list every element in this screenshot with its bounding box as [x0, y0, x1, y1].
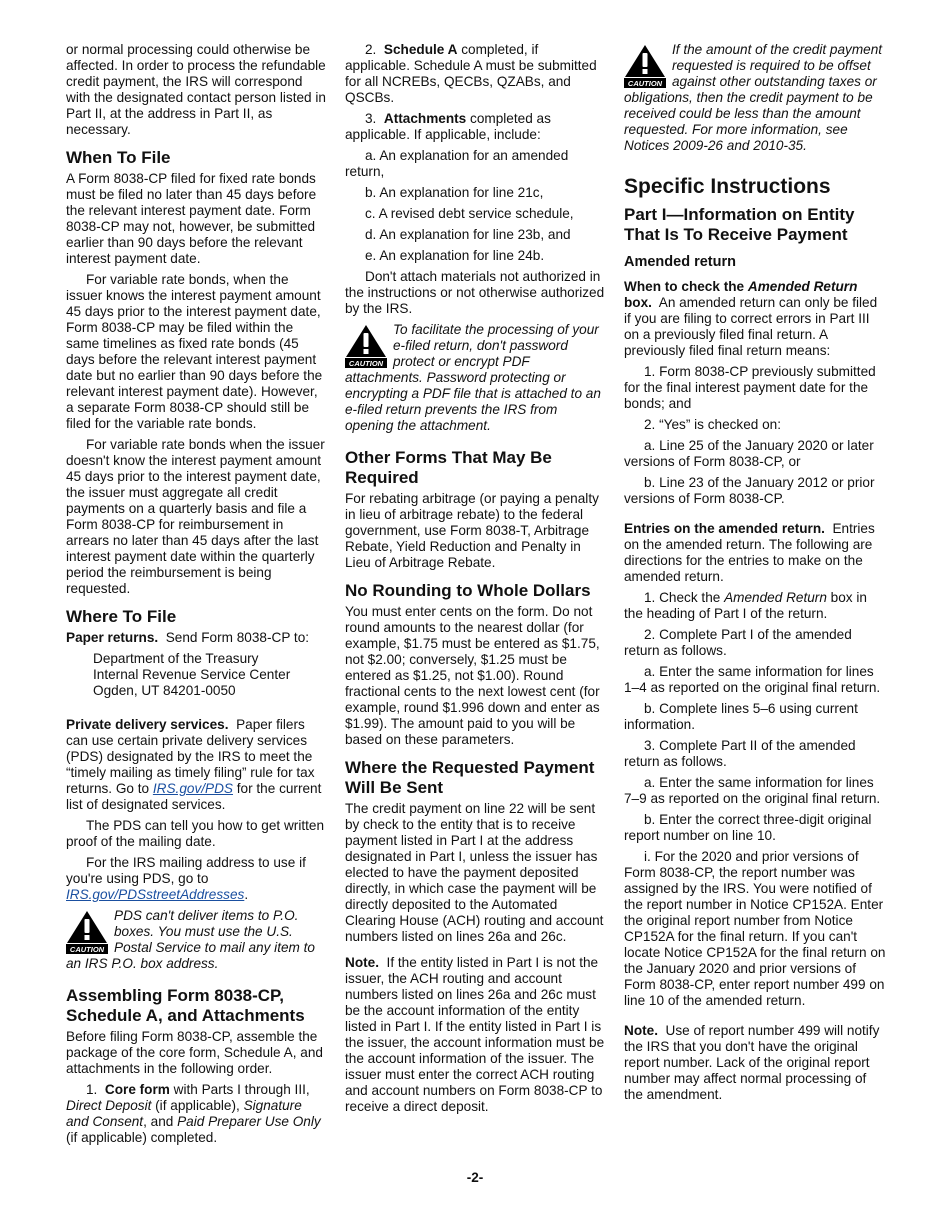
where-sent-heading: Where the Requested Payment Will Be Sent: [345, 758, 595, 797]
list-item: a. Enter the same information for lines 1–4 as reported on the original final return.: [624, 664, 881, 695]
paper-returns-paragraph: [66, 630, 328, 646]
column-3: [624, 42, 886, 1108]
when-to-file-heading: When To File: [66, 148, 171, 167]
item-text: completed, if applicable. Schedule A must be submitted for all NCREBs, QECBs, QZABs, and QSCBs.: [345, 42, 597, 105]
item-bold: Attachments: [383, 111, 467, 126]
list-item: a. Line 25 of the January 2020 or later versions of Form 8038-CP, or: [624, 438, 874, 469]
list-item: a. Enter the same information for lines 7–9 as reported on the original final return.: [624, 775, 881, 806]
list-item: a. An explanation for an amended return,: [345, 148, 569, 179]
caution-icon: [345, 324, 387, 368]
assembling-item-1: [66, 1082, 328, 1146]
caution-note-offset: [624, 42, 886, 154]
pds-text-end: for the current list of designated services.: [66, 781, 322, 812]
caution-note-pdf: [345, 322, 607, 434]
list-item: 2. “Yes” is checked on:: [644, 417, 782, 432]
address-line: Department of the Treasury: [93, 651, 259, 666]
list-text: 1. Check the: [644, 590, 721, 605]
other-forms-paragraph: For rebating arbitrage (or paying a penalty in lieu of arbitrage rebate) to the federal government, use Form 8038-T, Arbitrage Rebate, Yield Reduction and Penalty in Lieu of Arbitrage Rebate.: [345, 491, 599, 570]
list-item: b. Line 23 of the January 2012 or prior versions of Form 8038-CP.: [624, 475, 875, 506]
pds-p3-end: .: [244, 887, 249, 902]
entries-label: Entries on the amended return.: [624, 521, 825, 536]
no-rounding-paragraph: You must enter cents on the form. Do not round amounts to the nearest dollar (for example, $1.75 must be entered as $1.75, not $2.00; conversely, $1.25 must be entered as $1.25, not $1.00). Round fractional cents to the next lowest cent (for example, round $1.996 down and enter as $1.99). The amount paid to you will be based on these parameters.: [345, 604, 600, 747]
list-item: 3. Complete Part II of the amended return as follows.: [624, 738, 856, 769]
item-number: 2.: [365, 42, 377, 57]
assembling-item-2: [345, 42, 607, 106]
intro-paragraph: or normal processing could otherwise be affected. In order to process the refundable credit payment, the IRS will correspond with the designated contact person listed in Part II, at the address in Part II, as necessary.: [66, 42, 326, 137]
list-item: b. Enter the correct three-digit original report number on line 10.: [624, 812, 872, 843]
caution-text: To facilitate the processing of your e-filed return, don't password protect or encrypt PDF attachments. Password protecting or encrypting a PDF file that is attached to an e-filed return prevents the IRS from opening the attachment.: [345, 322, 601, 433]
note-label: Note.: [624, 1023, 658, 1038]
assembling-p1: Before filing Form 8038-CP, assemble the package of the core form, Schedule A, and attachments in the following order.: [66, 1029, 323, 1076]
note-label: Note.: [345, 955, 379, 970]
note-text: If the entity listed in Part I is not the issuer, the ACH routing and account numbers listed on lines 26a and 26c must be the account information of the entity listed in Part I. If the entity listed in Part I is the issuer, the account information must be the account information of the issuer. The issuer must enter the correct ACH routing and account numbers on Form 8038-CP to receive a direct deposit.: [345, 955, 605, 1114]
entries-paragraph: [624, 521, 886, 585]
when-check-label-end: box.: [624, 295, 652, 310]
when-to-file-p3: For variable rate bonds when the issuer doesn't know the interest payment amount 45 days prior to the interest payment date, the issuer must aggregate all credit payments on a quarterly basis and file a Form 8038-CP for reimbursement in arrears no later than 45 days after the last interest payment date within the quarterly period the reimbursement is being requested.: [66, 437, 325, 596]
column-1: [66, 42, 328, 1151]
list-item: [624, 590, 886, 622]
when-check-label-italic: Amended Return: [747, 279, 858, 294]
pds-p3-text: For the IRS mailing address to use if you're using PDS, go to: [66, 855, 306, 886]
dont-attach-paragraph: Don't attach materials not authorized in the instructions or not otherwise authorized by the IRS.: [345, 269, 605, 316]
irs-mailing-address: [93, 651, 328, 699]
note-text: Use of report number 499 will notify the IRS that you don't have the original report number. Lack of the original report number may affect normal processing of the amendment.: [624, 1023, 880, 1102]
list-item: c. A revised debt service schedule,: [365, 206, 574, 221]
column-2: [345, 42, 607, 1120]
when-to-file-p2: For variable rate bonds, when the issuer knows the interest payment amount 45 days prior to the interest payment date, Form 8038-CP may be filed within the same timelines as fixed rate bonds (45 days before the relevant interest payment date but no earlier than 90 days before the relevant interest payment date). However, a separate Form 8038-CP should still be filed for the variable rate bonds.: [66, 272, 323, 431]
other-forms-heading: Other Forms That May Be Required: [345, 448, 552, 487]
caution-icon: [66, 910, 108, 954]
item-text: , and: [143, 1114, 174, 1129]
list-text: box in the heading of Part I of the return.: [624, 590, 867, 621]
when-check-label: When to check the: [624, 279, 745, 294]
caution-text: PDS can't deliver items to P.O. boxes. You must use the U.S. Postal Service to mail any item to an IRS P.O. box address.: [66, 908, 315, 971]
paper-returns-label: Paper returns.: [66, 630, 159, 645]
caution-label: CAUTION: [627, 79, 663, 88]
assembling-item-3: [345, 111, 607, 143]
where-to-file-heading: Where To File: [66, 607, 177, 626]
pds-p3: [66, 855, 328, 903]
irs-pds-link[interactable]: IRS.gov/PDS: [152, 781, 233, 796]
address-line: Ogden, UT 84201-0050: [93, 683, 236, 698]
caution-text: If the amount of the credit payment requested is required to be offset against other outstanding taxes or obligations, then the credit payment to be received could be less than the amount requested. For more information, see Notices 2009-26 and 2010-35.: [624, 42, 883, 153]
item-text: (if applicable),: [155, 1098, 240, 1113]
list-item: d. An explanation for line 23b, and: [365, 227, 571, 242]
pds-p2: The PDS can tell you how to get written proof of the mailing date.: [66, 818, 325, 849]
caution-note-pds: [66, 908, 328, 972]
entries-text: Entries on the amended return. The following are directions for the entries to make on the amended return.: [624, 521, 875, 584]
irs-pds-street-addresses-link[interactable]: IRS.gov/PDSstreetAddresses: [66, 887, 245, 902]
specific-instructions-heading: Specific Instructions: [624, 175, 831, 198]
note-paragraph: [345, 955, 607, 1115]
item-text: (if applicable) completed.: [66, 1130, 218, 1145]
list-item: 2. Complete Part I of the amended return as follows.: [624, 627, 852, 658]
pds-text: Paper filers can use certain private delivery services (PDS) designated by the IRS to meet the “timely mailing as timely filing” rule for tax returns. Go to: [66, 717, 315, 796]
list-item: 1. Form 8038-CP previously submitted for the final interest payment date for the bonds; and: [624, 364, 876, 411]
amended-return-heading: Amended return: [624, 254, 736, 270]
where-sent-paragraph: The credit payment on line 22 will be sent by check to the entity that is to receive payment listed in Part I at the address designated in Part I, unless the issuer has elected to have the payment deposited directly, in which case the payment will be directly deposited to the Automated Clearing House (ACH) routing and account numbers listed on lines 26a and 26c.: [345, 801, 604, 944]
list-item: b. An explanation for line 21c,: [365, 185, 544, 200]
item-text: with Parts I through III,: [173, 1082, 310, 1097]
list-item: e. An explanation for line 24b.: [365, 248, 545, 263]
item-number: 1.: [86, 1082, 98, 1097]
caution-icon: [624, 44, 666, 88]
list-item: i. For the 2020 and prior versions of Form 8038-CP, the report number was assigned by the IRS. You were notified of the report number in Notice CP152A. Enter the original report number from Notice CP152A for the final return. If you can't locate Notice CP152A for the final return on the January 2020 and prior versions of Form 8038-CP, enter report number 499 on line 10 of the amended return.: [624, 849, 886, 1008]
item-bold: Core form: [104, 1082, 170, 1097]
list-item: b. Complete lines 5–6 using current information.: [624, 701, 858, 732]
item-text: completed as applicable. If applicable, include:: [345, 111, 551, 142]
note-paragraph: [624, 1023, 886, 1103]
assembling-heading: Assembling Form 8038-CP, Schedule A, and Attachments: [66, 986, 305, 1025]
caution-label: CAUTION: [69, 945, 105, 954]
page-number: -2-: [466, 1170, 484, 1185]
pds-label: Private delivery services.: [66, 717, 229, 732]
item-italic: Paid Preparer Use Only: [177, 1114, 321, 1129]
pds-paragraph: [66, 717, 328, 813]
list-italic: Amended Return: [724, 590, 827, 605]
item-italic: Signature and Consent: [66, 1098, 302, 1129]
item-italic: Direct Deposit: [66, 1098, 152, 1113]
paper-returns-text: Send Form 8038-CP to:: [165, 630, 310, 645]
item-number: 3.: [365, 111, 377, 126]
part1-heading: Part I—Information on Entity That Is To Receive Payment: [624, 205, 855, 244]
caution-label: CAUTION: [348, 359, 384, 368]
when-to-check-paragraph: [624, 279, 886, 359]
address-line: Internal Revenue Service Center: [93, 667, 291, 682]
item-bold: Schedule A: [383, 42, 458, 57]
no-rounding-heading: No Rounding to Whole Dollars: [345, 581, 591, 600]
when-check-text: An amended return can only be filed if you are filing to correct errors in Part III on a previously filed final return. A previously filed final return means:: [624, 295, 878, 358]
when-to-file-p1: A Form 8038-CP filed for fixed rate bonds must be filed no later than 45 days before the relevant interest payment date. Form 8038-CP may not, however, be submitted earlier than 90 days before the relevant interest payment date.: [66, 171, 317, 266]
